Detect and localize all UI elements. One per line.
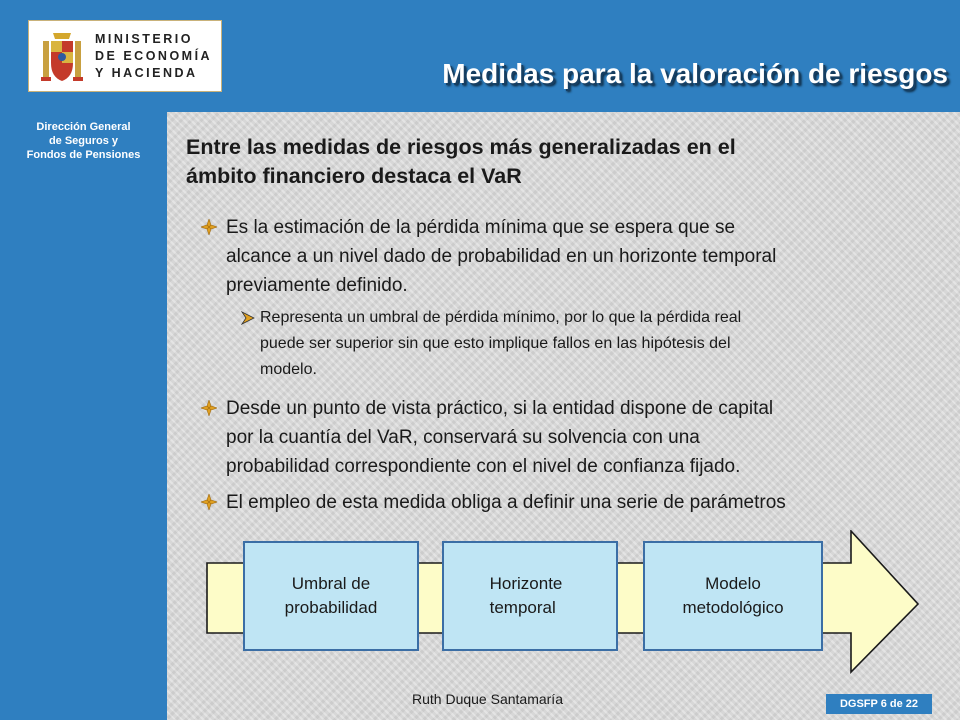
diamond-bullet-icon	[201, 219, 217, 235]
ministry-name	[95, 31, 212, 82]
box-line: metodológico	[682, 598, 784, 617]
diamond-bullet-icon	[201, 400, 217, 416]
page-number: DGSFP 6 de 22	[826, 694, 932, 714]
section-heading	[186, 133, 906, 191]
parameter-box-model	[643, 541, 823, 651]
department-line: de Seguros y	[48, 135, 119, 147]
bullet-line: puede ser superior sin que esto implique fallos en las hipótesis del	[260, 335, 731, 352]
parameter-box-horizon	[442, 541, 618, 651]
bullet-line: alcance a un nivel dado de probabilidad en un horizonte temporal	[226, 246, 777, 267]
logo-line: MINISTERIO	[95, 32, 193, 46]
box-line: probabilidad	[284, 598, 378, 617]
header-bar	[0, 0, 960, 112]
parameter-box-probability	[243, 541, 419, 651]
bullet-item	[201, 394, 773, 481]
bullet-line: modelo.	[260, 361, 317, 378]
box-line: temporal	[489, 598, 556, 617]
coat-of-arms-icon	[39, 27, 85, 85]
bullet-line: Desde un punto de vista práctico, si la entidad dispone de capital	[226, 398, 774, 419]
box-line: Horizonte	[489, 574, 563, 593]
heading-line: Entre las medidas de riesgos más generalizadas en el	[186, 135, 736, 159]
department-name	[0, 120, 167, 162]
diamond-bullet-icon	[201, 494, 217, 510]
bullet-line: previamente definido.	[226, 275, 408, 296]
box-line: Modelo	[705, 574, 761, 593]
bullet-item	[201, 213, 776, 300]
sidebar	[0, 112, 167, 720]
bullet-line: por la cuantía del VaR, conservará su solvencia con una	[226, 427, 700, 448]
bullet-line: probabilidad correspondiente con el nivel de confianza fijado.	[226, 456, 741, 477]
author-name: Ruth Duque Santamaría	[412, 691, 563, 707]
bullet-line: Representa un umbral de pérdida mínimo, por lo que la pérdida real	[260, 309, 742, 326]
box-line: Umbral de	[291, 574, 371, 593]
bullet-line: Es la estimación de la pérdida mínima que se espera que se	[226, 217, 736, 238]
sub-bullet-item	[241, 305, 741, 383]
logo-line: DE ECONOMÍA	[95, 49, 213, 63]
ministry-logo	[28, 20, 222, 92]
bullet-item	[201, 488, 786, 517]
logo-line: Y HACIENDA	[95, 66, 198, 80]
parameters-diagram	[206, 530, 921, 675]
slide-title: Medidas para la valoración de riesgos	[442, 58, 948, 89]
heading-line: ámbito financiero destaca el VaR	[186, 164, 522, 188]
arrow-bullet-icon	[241, 311, 255, 325]
department-line: Dirección General	[36, 121, 131, 133]
department-line: Fondos de Pensiones	[26, 149, 141, 161]
bullet-line: El empleo de esta medida obliga a definir una serie de parámetros	[226, 492, 786, 513]
